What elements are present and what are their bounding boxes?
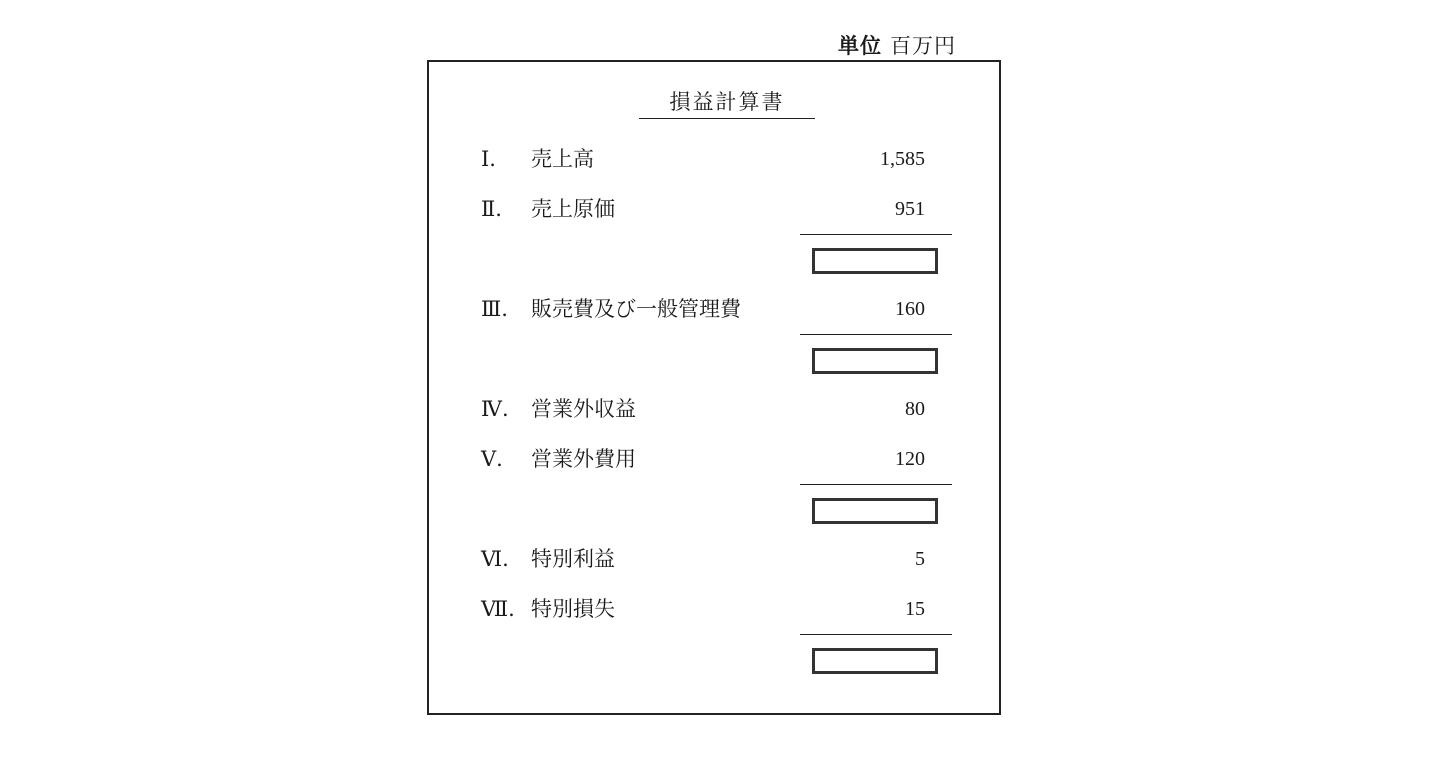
row-label: 売上原価 [531,197,615,221]
row-number: Ⅲ. [481,297,508,321]
row-number: Ⅱ. [481,197,502,221]
row-amount: 15 [905,598,925,620]
row-number: Ⅴ. [481,447,503,471]
row-label: 売上高 [531,147,594,171]
row-label: 販売費及び一般管理費 [531,297,741,321]
answer-blank-2[interactable] [812,348,938,374]
row-number: Ⅶ. [481,597,515,621]
answer-blank-1[interactable] [812,248,938,274]
row-label: 営業外費用 [531,447,636,471]
unit-label [838,30,956,60]
unit-heading: 単位 [838,34,882,58]
row-label: 特別利益 [531,547,615,571]
row-number: Ⅳ. [481,397,509,421]
row-amount: 951 [895,198,925,220]
statement-title: 損益計算書 [639,86,815,119]
income-statement-box [427,60,1001,715]
row-amount: 5 [915,548,925,570]
answer-blank-3[interactable] [812,498,938,524]
row-label: 特別損失 [531,597,615,621]
statement-row-extraordinary-gains [429,544,999,574]
unit-value: 百万円 [890,34,956,58]
row-number: Ⅰ. [481,147,496,171]
statement-row-non-operating-income [429,394,999,424]
row-label: 営業外収益 [531,397,636,421]
statement-row-non-operating-expenses [429,444,999,474]
statement-row-sga [429,294,999,324]
row-amount: 120 [895,448,925,470]
row-amount: 160 [895,298,925,320]
statement-row-cost-of-sales [429,194,999,224]
subtotal-rule [800,634,952,635]
row-amount: 1,585 [880,148,925,170]
subtotal-rule [800,334,952,335]
statement-row-extraordinary-losses [429,594,999,624]
subtotal-rule [800,234,952,235]
subtotal-rule [800,484,952,485]
statement-row-sales [429,144,999,174]
row-number: Ⅵ. [481,547,509,571]
answer-blank-4[interactable] [812,648,938,674]
row-amount: 80 [905,398,925,420]
